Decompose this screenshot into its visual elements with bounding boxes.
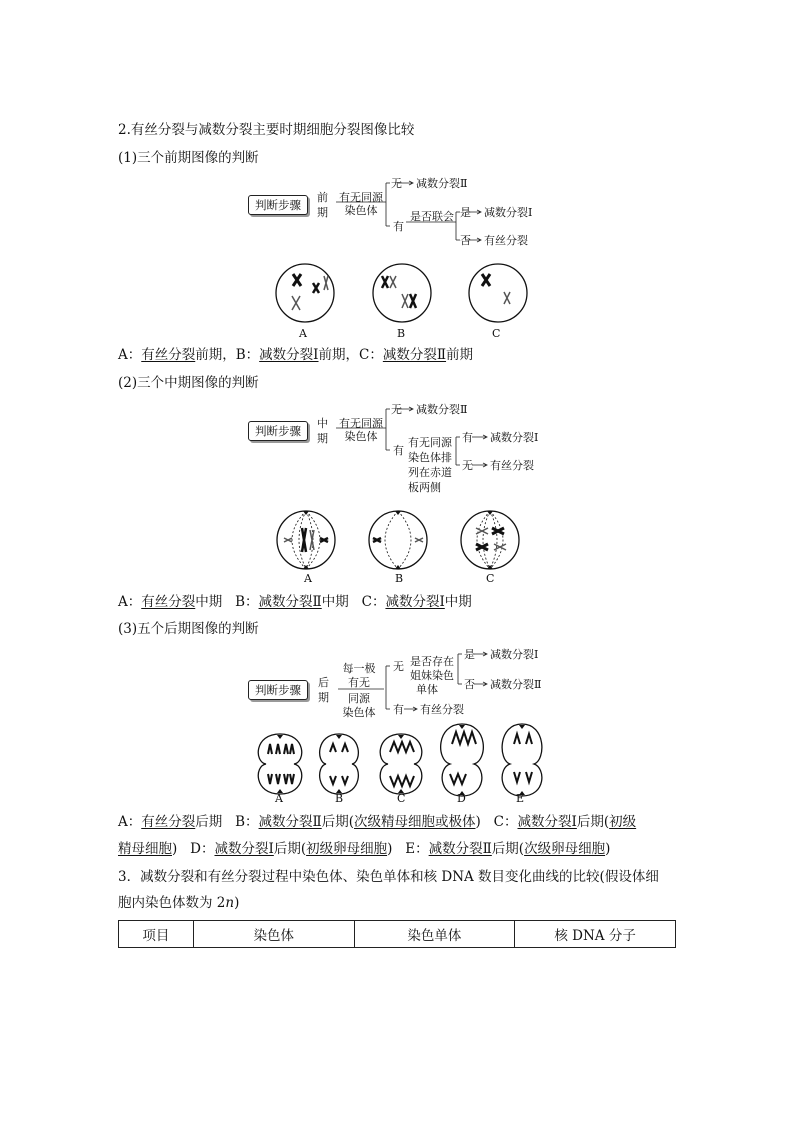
branch-label: 无 [393,660,404,673]
answer-line: A：有丝分裂前期，B：减数分裂Ⅰ前期，C：减数分裂Ⅱ前期 [118,347,474,363]
answer-fill: 减数分裂Ⅰ [517,814,577,830]
branch-result: 减数分裂Ⅱ [490,678,542,691]
step-box: 判断步骤 [248,195,308,215]
branch-result: 有丝分裂 [490,459,534,472]
question-text: 单体 [416,683,438,696]
branch-result: 减数分裂Ⅰ [490,648,539,661]
branch-label: 否 [464,678,475,691]
question-text: 姐妹染色 [410,669,454,682]
question-text: 同源 [348,692,370,705]
branch-label: 是 [464,648,475,661]
branch-label: 否 [460,234,471,247]
branch-label: 有 [393,220,404,233]
answer-fill: 次级精母细胞或极体 [354,814,476,830]
subsection-title: (1)三个前期图像的判断 [118,150,259,166]
cell-label: B [397,327,406,340]
cell-label: B [395,572,404,585]
phase-char: 后 [318,676,329,689]
answer-fill: 初级卵母细胞 [306,841,388,857]
branch-label: 有 [393,444,404,457]
answer-line: A：有丝分裂后期 B：减数分裂Ⅱ后期(次级精母细胞或极体) C：减数分裂Ⅰ后期(初级 [118,814,637,830]
branch-result: 减数分裂Ⅱ [416,403,468,416]
answer-fill: 减数分裂Ⅱ [258,814,322,830]
table-header-row [119,921,676,948]
question-text: 板两侧 [408,481,441,494]
branch-label: 有 [462,431,473,444]
question-text: 每一极 [342,662,376,675]
cell-label: A [299,327,307,340]
branch-label: 有 [393,703,404,716]
subsection-title: (2)三个中期图像的判断 [118,375,259,391]
answer-fill: 有丝分裂 [141,814,196,830]
answer-fill: 有丝分裂 [141,594,196,610]
section-heading: 2.有丝分裂与减数分裂主要时期细胞分裂图像比较 [118,122,415,138]
cell-b-anaphase [320,734,359,794]
answer-fill: 次级卵母细胞 [524,841,606,857]
answer-fill: 减数分裂Ⅱ [258,594,322,610]
branch-result: 有丝分裂 [420,703,464,716]
cell-e-anaphase [502,724,542,796]
comparison-table [118,920,676,948]
phase-char: 期 [317,432,328,445]
question-text: 列在赤道 [408,466,452,479]
cell-label: D [457,792,466,805]
branch-result: 减数分裂Ⅰ [490,431,539,444]
phase-char: 期 [318,691,329,704]
question-text: 是否存在 [410,655,454,668]
answer-line: 精母细胞) D：减数分裂Ⅰ后期(初级卵母细胞) E：减数分裂Ⅱ后期(次级卵母细胞) [118,841,611,857]
answer-fill: 减数分裂Ⅰ [385,594,445,610]
question-text: 有无 [348,676,370,689]
answer-fill: 初级 [609,814,637,830]
answer-fill: 有丝分裂 [141,347,196,363]
anaphase-cells [250,730,550,800]
table-header-cell: 染色体 [193,921,354,948]
cell-c-anaphase [380,734,422,794]
table-header-cell: 项目 [119,921,194,948]
section-heading: 3．减数分裂和有丝分裂过程中染色体、染色单体和核 DNA 数目变化曲线的比较(假设体细 [118,869,659,885]
question-text: 染色体 [342,706,376,719]
question-text: 染色体排 [408,451,452,464]
question-text: 有无同源 [408,436,452,449]
branch-result: 有丝分裂 [484,234,528,247]
cell-label: B [335,792,344,805]
section-heading-cont: 胞内染色体数为 2n) [118,895,240,911]
cell-label: C [486,572,495,585]
question-text: 有无同源 [339,191,383,204]
answer-fill: 精母细胞 [118,841,172,857]
branch-label: 是 [460,206,471,219]
cell-label: A [304,572,312,585]
question-text: 是否联会 [410,210,454,223]
answer-fill: 减数分裂Ⅱ [428,841,492,857]
cell-a-anaphase [258,734,301,794]
cell-label: C [397,792,406,805]
answer-line: A：有丝分裂中期 B：减数分裂Ⅱ中期 C：减数分裂Ⅰ中期 [118,594,472,610]
question-text: 染色体 [344,204,378,217]
answer-fill: 减数分裂Ⅰ [214,841,274,857]
subsection-title: (3)五个后期图像的判断 [118,621,259,637]
cell-d-anaphase [441,724,484,796]
phase-char: 期 [317,206,328,219]
phase-char: 前 [317,191,328,204]
step-box: 判断步骤 [248,421,308,441]
table-header-cell: 染色单体 [354,921,515,948]
cell-label: C [492,327,501,340]
answer-fill: 减数分裂Ⅰ [259,347,319,363]
branch-result: 减数分裂Ⅰ [484,206,533,219]
branch-result: 减数分裂Ⅱ [416,177,468,190]
cell-label: E [516,792,525,805]
answer-fill: 减数分裂Ⅱ [382,347,447,363]
branch-label: 无 [391,403,402,416]
cell-label: A [275,792,283,805]
question-text: 染色体 [344,430,378,443]
step-box: 判断步骤 [248,680,308,700]
branch-label: 无 [462,459,473,472]
question-text: 有无同源 [339,417,383,430]
table-header-cell: 核 DNA 分子 [515,921,676,948]
phase-char: 中 [317,417,328,430]
branch-label: 无 [391,177,402,190]
